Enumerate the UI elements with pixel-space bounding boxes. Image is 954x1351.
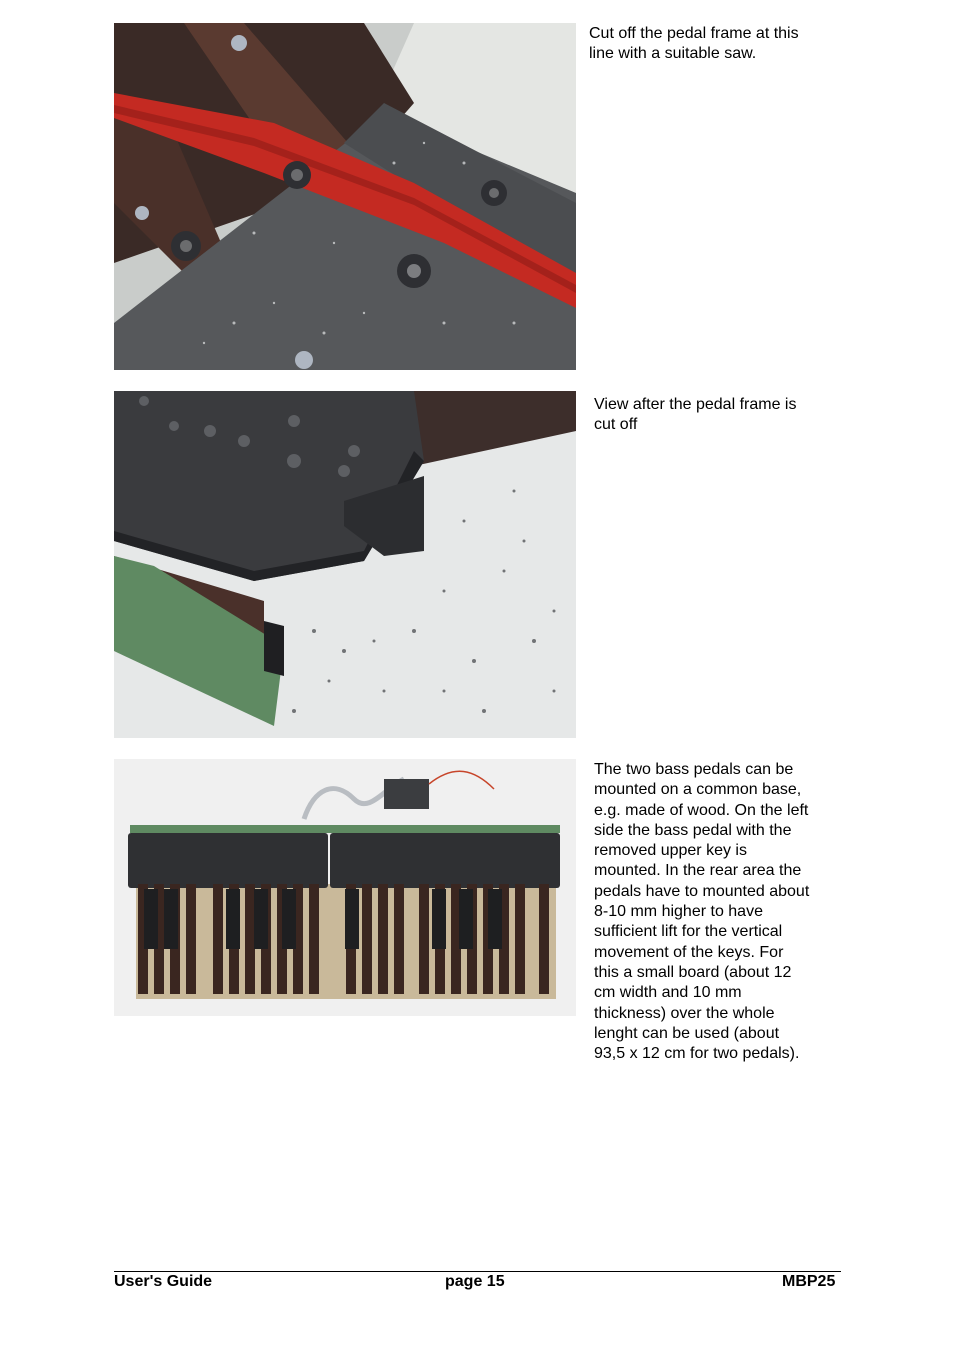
footer-page-number: page 15 (445, 1273, 505, 1290)
photo-two-bass-pedals (114, 759, 576, 1016)
photo-frame-cut-off (114, 391, 576, 738)
caption-common-base: The two bass pedals can be mounted on a common base, e.g. made of wood. On the left side the bass pedal with the removed upper key is mounted. In the rear area the pedals have to mounted about 8-10 mm higher to have sufficient lift for the vertical movement of the keys. For this a small board (about 12 cm width and 10 mm thickness) over the whole lenght can be used (about 93,5 x 12 cm for two pedals). (594, 761, 810, 1063)
photo-saw-cutting-frame (114, 23, 576, 370)
footer-product-name: MBP25 (782, 1273, 836, 1290)
footer-divider (114, 1271, 841, 1272)
footer-document-title: User's Guide (114, 1273, 213, 1290)
caption-after-cut: View after the pedal frame is cut off (594, 396, 797, 434)
caption-cut-frame: Cut off the pedal frame at this line with a suitable saw. (589, 25, 799, 63)
